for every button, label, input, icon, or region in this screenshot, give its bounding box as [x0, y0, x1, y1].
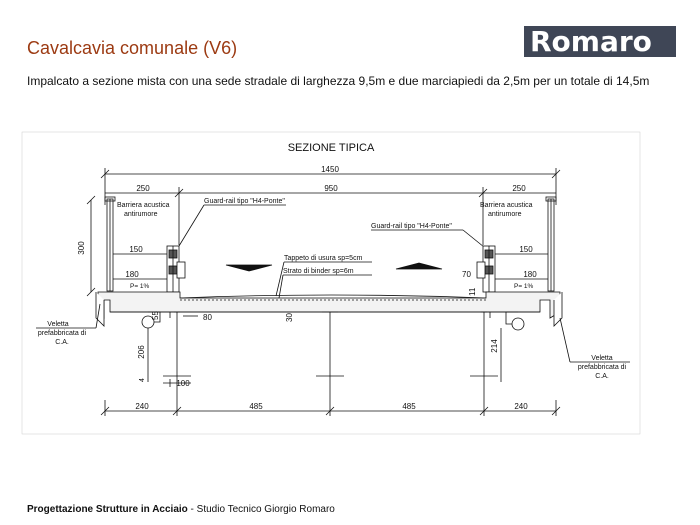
- veletta-left-2: prefabbricata di: [37, 330, 87, 337]
- guardrail-left-label: Guard-rail tipo "H4-Ponte": [204, 198, 285, 205]
- veletta-right-1: Veletta: [591, 355, 613, 362]
- dim-100: 100: [176, 379, 190, 388]
- barrier-right-label-2: antirumore: [488, 211, 522, 218]
- footer-bold: Progettazione Strutture in Acciaio: [27, 504, 188, 515]
- romaro-logo: [524, 26, 676, 57]
- barrier-left-label-2: antirumore: [124, 211, 158, 218]
- left-guardrail: [167, 246, 185, 292]
- veletta-left-3: C.A.: [55, 339, 69, 346]
- dim-11: 11: [468, 287, 477, 296]
- dim-70: 70: [462, 270, 471, 279]
- concrete-deck: [98, 292, 560, 318]
- barrier-left-label-1: Barriera acustica: [117, 202, 170, 209]
- dim-180-left: 180: [125, 270, 139, 279]
- page-title: Cavalcavia comunale (V6): [27, 38, 238, 58]
- dim-80: 80: [203, 313, 212, 322]
- dim-214: 214: [490, 339, 499, 353]
- dim-road: 950: [324, 184, 338, 193]
- dim-bottom-485-right: 485: [402, 402, 416, 411]
- veletta-right-2: prefabbricata di: [577, 364, 627, 371]
- steel-girder-center: [316, 312, 344, 376]
- guardrail-right-label: Guard-rail tipo "H4-Ponte": [371, 223, 452, 230]
- footer: [27, 504, 335, 515]
- dim-30: 30: [285, 313, 294, 322]
- section-title: SEZIONE TIPICA: [287, 142, 375, 154]
- slope-left: P= 1%: [130, 283, 150, 290]
- dim-bottom-240-left: 240: [135, 402, 149, 411]
- dim-bottom-485-left: 485: [249, 402, 263, 411]
- dim-180-right: 180: [523, 270, 537, 279]
- right-noise-barrier: [546, 197, 556, 291]
- logo-text: Romaro: [530, 25, 652, 58]
- drawing-frame: [22, 132, 640, 434]
- veletta-right-3: C.A.: [595, 373, 609, 380]
- dim-left-walk: 250: [136, 184, 150, 193]
- dim-4: 4: [139, 378, 146, 382]
- dim-206: 206: [137, 345, 146, 359]
- dim-150-right: 150: [519, 245, 533, 254]
- slope-right: P= 1%: [514, 283, 534, 290]
- traffic-arrow-left: [226, 265, 272, 271]
- dim-right-walk: 250: [512, 184, 526, 193]
- dim-bottom-240-right: 240: [514, 402, 528, 411]
- dim-150-left: 150: [129, 245, 143, 254]
- dim-height: 300: [77, 241, 86, 255]
- right-guardrail: [477, 246, 495, 292]
- traffic-arrow-right: [396, 263, 442, 269]
- dim-total-label: 1450: [321, 165, 339, 174]
- page-subtitle: Impalcato a sezione mista con una sede stradale di larghezza 9,5m e due marciapiedi da 2,5m per un totale di 14,5m: [27, 74, 650, 88]
- wearing-layer-label: Tappeto di usura sp=5cm: [284, 255, 363, 262]
- steel-girder-left: [163, 312, 191, 376]
- veletta-left-1: Veletta: [47, 321, 69, 328]
- dim-55: 55: [151, 311, 160, 320]
- cross-section-drawing: [0, 128, 700, 440]
- binder-layer-label: Strato di binder sp=6m: [283, 268, 354, 275]
- barrier-right-label-1: Barriera acustica: [480, 202, 533, 209]
- left-noise-barrier: [105, 197, 115, 291]
- footer-rest: - Studio Tecnico Giorgio Romaro: [187, 504, 335, 515]
